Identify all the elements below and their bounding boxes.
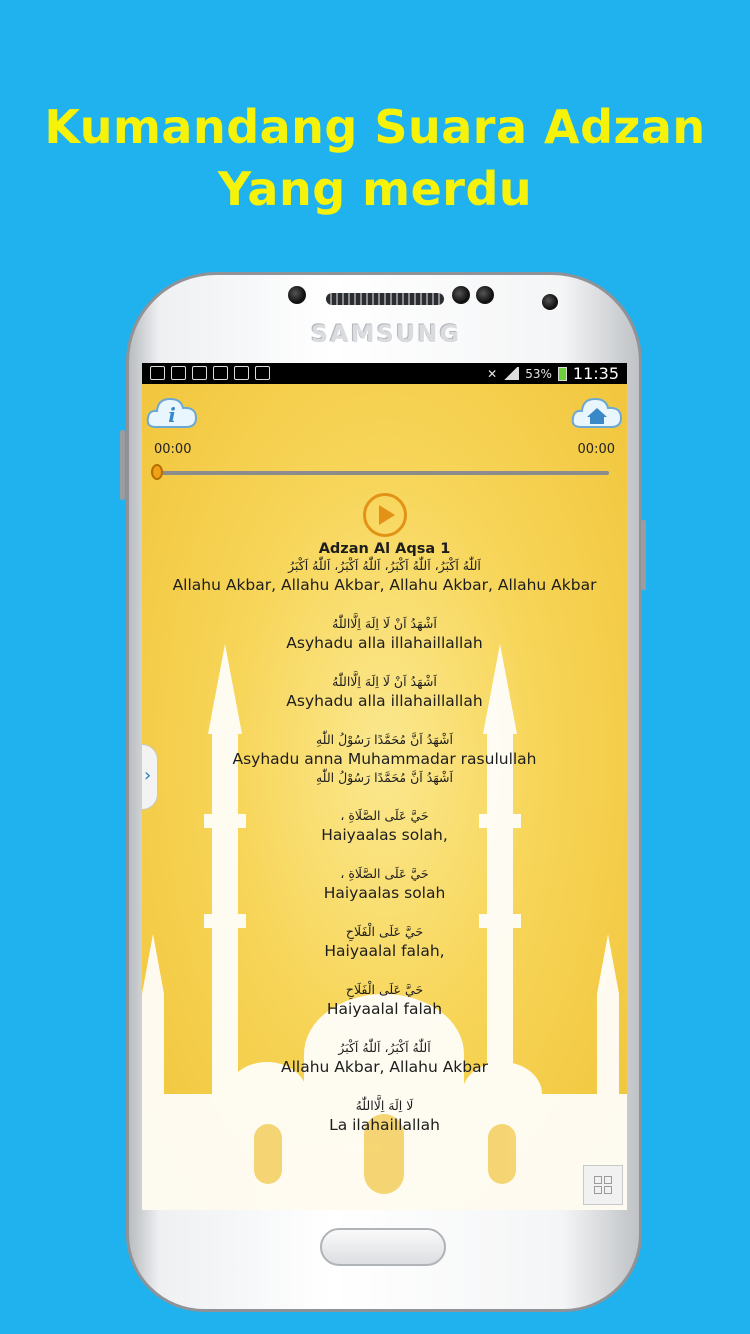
verse-arabic: حَيَّ عَلَى الصَّلَاةِ ، [340,808,429,823]
verse [142,731,627,787]
promo-headline [0,96,750,220]
headline-line-1: Kumandang Suara Adzan [44,100,706,154]
battery-icon [558,367,567,381]
notification-app-icon [150,366,165,380]
notification-clipboard-icon [234,366,249,380]
volume-key [120,430,125,500]
verse [142,981,627,1019]
notification-image-icon [192,366,207,380]
proximity-sensor-icon [452,286,470,304]
verse [142,1039,627,1077]
elapsed-time: 00:00 [154,442,192,457]
front-camera-icon [542,294,558,310]
verse [142,807,627,845]
verse [142,1097,627,1135]
svg-text:i: i [168,403,176,427]
home-cloud-icon[interactable] [571,391,623,433]
signal-icon [503,367,519,380]
grid-menu-button[interactable] [583,1165,623,1205]
mute-icon: ✕ [487,366,498,381]
verse-arabic: اَشْهَدُ اَنْ لَا اِلَهَ اِلَّااللّٰهُ [332,616,437,631]
grid-icon [604,1186,612,1194]
verse [142,865,627,903]
grid-icon [594,1176,602,1184]
verse [142,923,627,961]
chevron-right-icon: › [144,765,152,786]
verse-arabic: حَيَّ عَلَى الصَّلَاةِ ، [340,866,429,881]
battery-percent: 53% [525,366,552,381]
grid-icon [604,1176,612,1184]
clock: 11:35 [572,364,619,383]
front-sensor-icon [288,286,306,304]
status-bar [142,363,627,384]
grid-icon [594,1186,602,1194]
notification-bag-icon [255,366,270,380]
verse-arabic: لَا اِلَهَ اِلَّااللّٰهُ [355,1098,414,1113]
play-icon [379,505,395,525]
verse-arabic: اَللّٰهُ اَكْبَرُ، اَللّٰهُ اَكْبَرُ، اَللّٰهُ اَكْبَرُ، اَللّٰهُ اَكْبَرُ [288,558,481,573]
track-title: Adzan Al Aqsa 1 [318,541,451,557]
verse-arabic: اَشْهَدُ اَنَّ مُحَمَّدًا رَسُوْلُ اللّٰهِ [315,732,453,747]
system-indicators [487,364,619,383]
notification-excel-icon [171,366,186,380]
verse-arabic-repeat: اَشْهَدُ اَنَّ مُحَمَّدًا رَسُوْلُ اللّٰهِ [315,770,453,785]
verse [142,557,627,595]
verse-latin: Asyhadu alla illahaillallah [286,634,483,652]
verse [142,615,627,653]
verse-arabic: حَيَّ عَلَى الْفَلَاحِ [345,924,424,939]
verse-latin: Haiyaalal falah [326,1000,443,1018]
verse-arabic: اَشْهَدُ اَنْ لَا اِلَهَ اِلَّااللّٰهُ [332,674,437,689]
seek-thumb[interactable] [151,464,163,480]
power-key [641,520,646,590]
side-drawer-tab[interactable] [142,744,158,810]
verse-latin: La ilahaillallah [329,1116,440,1134]
total-duration: 00:00 [577,442,615,457]
lyrics-panel [142,541,627,1155]
app-screen [142,363,627,1210]
info-cloud-icon[interactable] [146,391,198,433]
play-button[interactable] [363,493,407,537]
headline-line-2: Yang merdu [217,162,533,216]
verse-latin: Haiyaalas solah [323,884,446,902]
seek-bar[interactable] [156,471,609,475]
home-hardware-button[interactable] [320,1228,446,1266]
verse-arabic: حَيَّ عَلَى الْفَلَاحِ [345,982,424,997]
verse-latin: Asyhadu anna Muhammadar rasulullah [232,750,537,768]
device-brand: SAMSUNG [310,320,462,348]
earpiece-speaker [326,293,444,305]
verse-latin: Allahu Akbar, Allahu Akbar [280,1058,488,1076]
verse-arabic: اَللّٰهُ اَكْبَرُ، اَللّٰهُ اَكْبَرُ [338,1040,431,1055]
verse-latin: Asyhadu alla illahaillallah [286,692,483,710]
notification-icons [150,366,270,380]
verse [142,673,627,711]
notification-missed-call-icon [213,366,228,380]
verse-latin: Haiyaalal falah, [324,942,445,960]
verse-latin: Allahu Akbar, Allahu Akbar, Allahu Akbar, Allahu Akbar [172,576,597,594]
light-sensor-icon [476,286,494,304]
verse-latin: Haiyaalas solah, [321,826,448,844]
